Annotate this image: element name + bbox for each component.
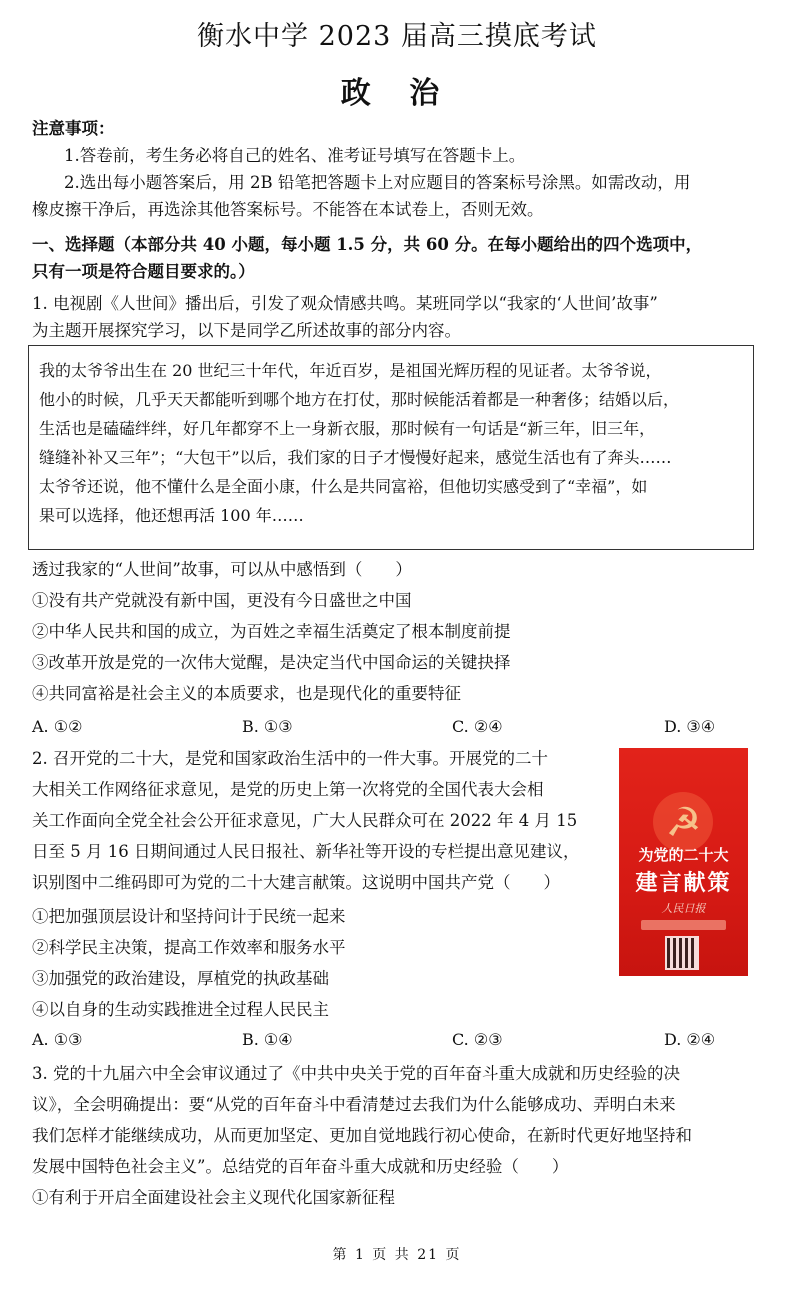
qr-code-icon (665, 936, 699, 970)
section-heading-line-2: 只有一项是符合题目要求的。） (32, 262, 255, 281)
q3-stem-line-2: 议》，全会明确提出：要“从党的百年奋斗中看清楚过去我们为什么能够成功、弄明白未来 (32, 1095, 676, 1114)
q2-stem-line-5: 识别图中二维码即可为党的二十大建言献策。这说明中国共产党（ ） (32, 873, 560, 892)
q2-poster-image (619, 748, 748, 976)
q1-option-c: C. ②④ (452, 717, 503, 736)
q1-option-b: B. ①③ (242, 717, 293, 736)
q1-stem-line-1: 1. 电视剧《人世间》播出后，引发了观众情感共鸣。某班同学以“我家的‘人世间’故事” (32, 294, 658, 313)
q1-question: 透过我家的“人世间”故事，可以从中感悟到（ ） (32, 560, 412, 579)
q3-item-1: ①有利于开启全面建设社会主义现代化国家新征程 (32, 1188, 395, 1207)
q1-passage-line: 果可以选择，他还想再活 100 年…… (39, 506, 304, 525)
section-heading-line-1: 一、选择题（本部分共 40 小题，每小题 1.5 分，共 60 分。在每小题给出的四个选项中， (32, 235, 703, 254)
notice-item-2-line-1: 2.选出每小题答案后，用 2B 铅笔把答题卡上对应题目的答案标号涂黑。如需改动，用 (64, 173, 691, 192)
q1-option-a: A. ①② (32, 717, 83, 736)
subject-title: 政 治 (340, 76, 454, 111)
q1-item-2: ②中华人民共和国的成立，为百姓之幸福生活奠定了根本制度前提 (32, 622, 511, 641)
exam-title: 衡水中学 2023 届高三摸底考试 (197, 21, 597, 52)
poster-heading-line-2: 建言献策 (635, 871, 732, 896)
q2-stem-line-2: 大相关工作网络征求意见，是党的历史上第一次将党的全国代表大会相 (32, 780, 544, 799)
q1-passage-line: 缝缝补补又三年”；“大包干”以后，我们家的日子才慢慢好起来，感觉生活也有了奔头…… (39, 448, 672, 467)
hammer-sickle-icon: ☭ (665, 800, 702, 846)
q1-passage-line: 他小的时候，几乎天天都能听到哪个地方在打仗，那时候能活着都是一种奢侈；结婚以后， (39, 390, 680, 409)
q2-option-d: D. ②④ (664, 1030, 716, 1049)
q2-item-1: ①把加强顶层设计和坚持问计于民统一起来 (32, 907, 346, 926)
q2-option-c: C. ②③ (452, 1030, 503, 1049)
q3-stem-line-4: 发展中国特色社会主义”。总结党的百年奋斗重大成就和历史经验（ ） (32, 1157, 569, 1176)
q2-stem-line-1: 2. 召开党的二十大，是党和国家政治生活中的一件大事。开展党的二十 (32, 749, 548, 768)
notice-item-2-line-2: 橡皮擦干净后，再选涂其他答案标号。不能答在本试卷上，否则无效。 (32, 200, 544, 219)
q1-passage-line: 生活也是磕磕绊绊，好几年都穿不上一身新衣服，那时候有一句话是“新三年，旧三年， (39, 419, 656, 438)
q1-passage-box (28, 345, 754, 550)
notice-item-1: 1.答卷前，考生务必将自己的姓名、准考证号填写在答题卡上。 (64, 146, 526, 165)
q1-option-d: D. ③④ (664, 717, 716, 736)
q1-passage-line: 太爷爷还说，他不懂什么是全面小康，什么是共同富裕，但他切实感受到了“幸福”，如 (39, 477, 648, 496)
q3-stem-line-3: 我们怎样才能继续成功，从而更加坚定、更加自觉地践行初心使命，在新时代更好地坚持和 (32, 1126, 692, 1145)
page-number: 第 1 页 共 21 页 (332, 1247, 462, 1263)
q1-item-3: ③改革开放是党的一次伟大觉醒，是决定当代中国命运的关键抉择 (32, 653, 511, 672)
poster-signature: 人民日报 (661, 902, 706, 915)
poster-heading-line-1: 为党的二十大 (638, 846, 729, 864)
q2-item-3: ③加强党的政治建设，厚植党的执政基础 (32, 969, 329, 988)
q1-item-1: ①没有共产党就没有新中国，更没有今日盛世之中国 (32, 591, 412, 610)
q2-option-a: A. ①③ (32, 1030, 83, 1049)
q3-stem-line-1: 3. 党的十九届六中全会审议通过了《中共中央关于党的百年奋斗重大成就和历史经验的决 (32, 1064, 680, 1083)
q1-passage-line: 我的太爷爷出生在 20 世纪三十年代，年近百岁，是祖国光辉历程的见证者。太爷爷说， (39, 361, 662, 380)
q1-stem-line-2: 为主题开展探究学习，以下是同学乙所述故事的部分内容。 (32, 321, 461, 340)
q2-stem-line-4: 日至 5 月 16 日期间通过人民日报社、新华社等开设的专栏提出意见建议， (32, 842, 580, 861)
q2-stem-line-3: 关工作面向全党全社会公开征求意见，广大人民群众可在 2022 年 4 月 15 (32, 811, 578, 830)
notice-heading: 注意事项： (32, 119, 115, 138)
q1-item-4: ④共同富裕是社会主义的本质要求，也是现代化的重要特征 (32, 684, 461, 703)
poster-banner (641, 920, 726, 930)
q2-item-4: ④以自身的生动实践推进全过程人民民主 (32, 1000, 329, 1019)
q2-option-b: B. ①④ (242, 1030, 293, 1049)
q2-item-2: ②科学民主决策，提高工作效率和服务水平 (32, 938, 346, 957)
